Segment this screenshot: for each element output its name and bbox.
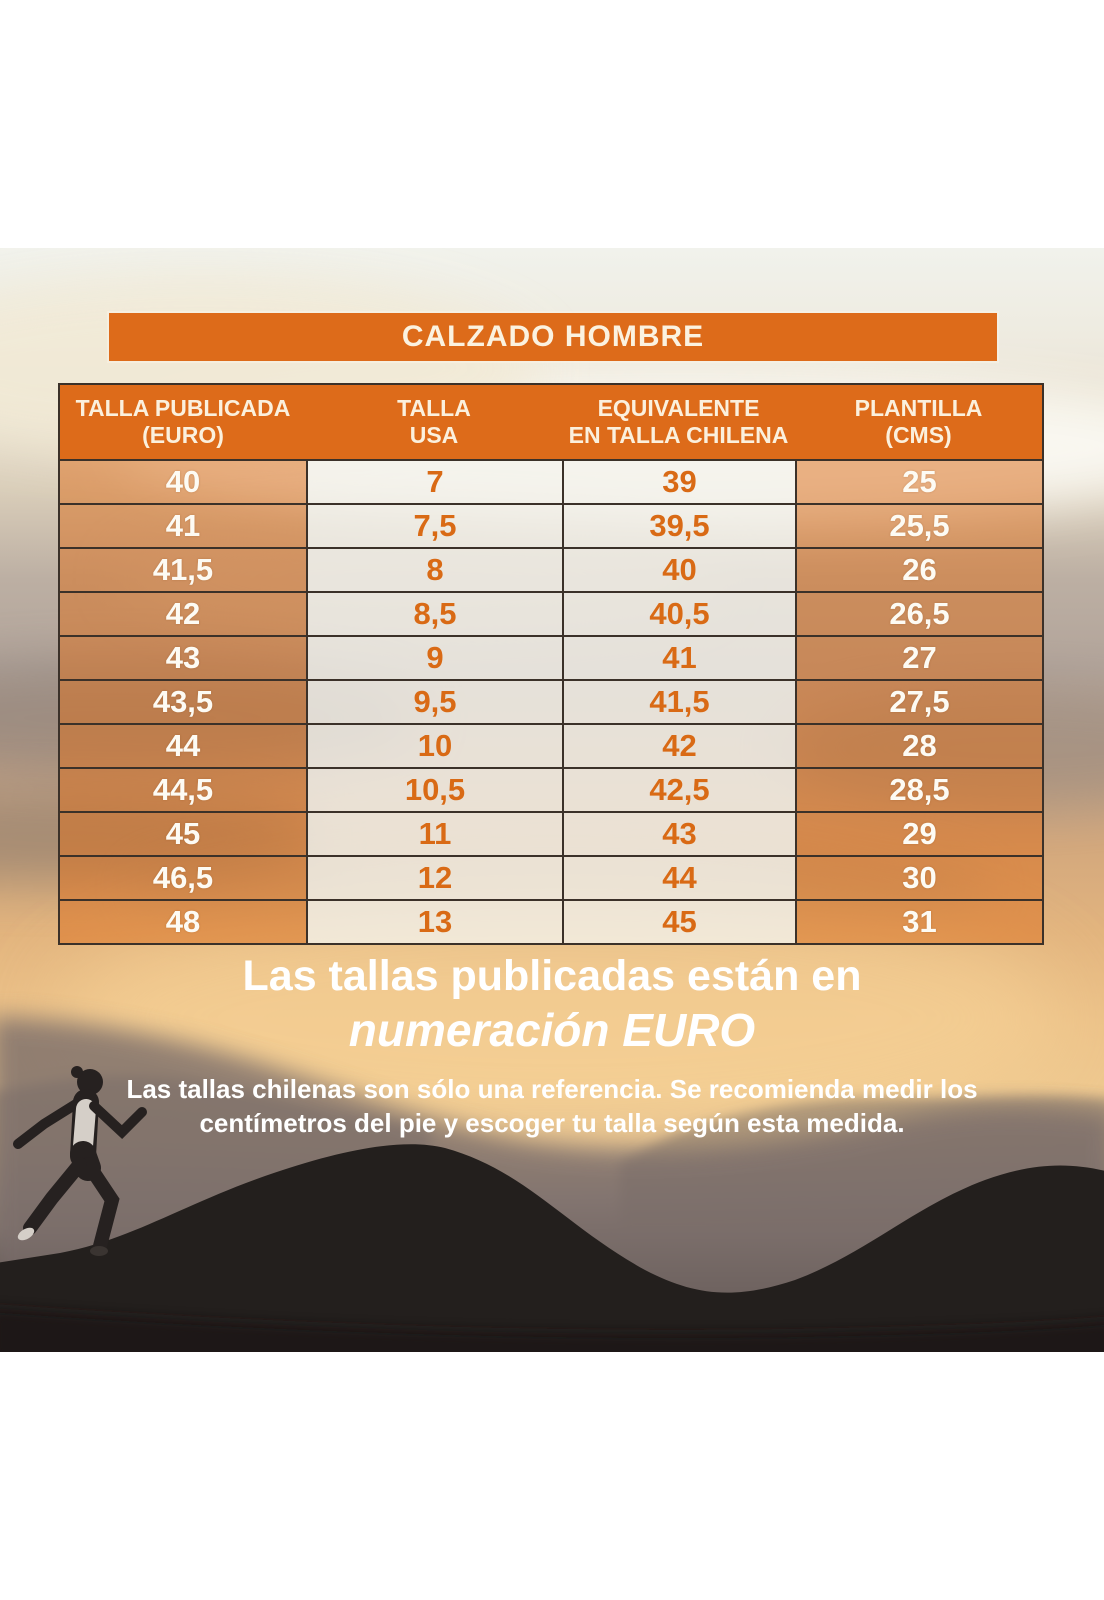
size-table [58,383,1044,945]
table-cell: 41 [60,503,306,547]
table-cell: 25 [795,459,1042,503]
table-cell: 43,5 [60,679,306,723]
notes-body-line2: centímetros del pie y escoger tu talla según esta medida. [199,1108,905,1138]
table-cell: 45 [562,899,795,943]
table-cell: 39,5 [562,503,795,547]
table-cell: 10 [306,723,562,767]
table-cell: 10,5 [306,767,562,811]
table-cell: 44 [562,855,795,899]
table-cell: 29 [795,811,1042,855]
notes-block [0,950,1104,1140]
column-header-euro: TALLA PUBLICADA (EURO) [60,385,306,459]
table-cell: 26 [795,547,1042,591]
table-cell: 41,5 [562,679,795,723]
size-chart-title-bar [109,313,997,361]
table-cell: 11 [306,811,562,855]
table-cell: 43 [562,811,795,855]
table-cell: 31 [795,899,1042,943]
notes-headline-line2: numeración EURO [348,1004,756,1056]
table-cell: 27,5 [795,679,1042,723]
table-cell: 42 [562,723,795,767]
table-cell: 8,5 [306,591,562,635]
table-cell: 41 [562,635,795,679]
table-cell: 28,5 [795,767,1042,811]
table-cell: 7 [306,459,562,503]
size-chart-title: CALZADO HOMBRE [401,320,705,353]
table-cell: 42,5 [562,767,795,811]
table-cell: 44 [60,723,306,767]
column-header-chilena: EQUIVALENTE EN TALLA CHILENA [562,385,795,459]
table-cell: 13 [306,899,562,943]
table-cell: 25,5 [795,503,1042,547]
table-cell: 9,5 [306,679,562,723]
table-cell: 40 [562,547,795,591]
table-cell: 48 [60,899,306,943]
table-cell: 30 [795,855,1042,899]
table-cell: 39 [562,459,795,503]
table-cell: 7,5 [306,503,562,547]
notes-headline-line1: Las tallas publicadas están en [242,952,862,1000]
table-cell: 27 [795,635,1042,679]
table-cell: 40 [60,459,306,503]
table-cell: 41,5 [60,547,306,591]
table-cell: 9 [306,635,562,679]
table-cell: 8 [306,547,562,591]
table-cell: 28 [795,723,1042,767]
table-cell: 26,5 [795,591,1042,635]
column-header-plantilla: PLANTILLA (CMS) [795,385,1042,459]
table-cell: 12 [306,855,562,899]
table-cell: 40,5 [562,591,795,635]
column-header-usa: TALLA USA [306,385,562,459]
table-cell: 45 [60,811,306,855]
table-cell: 44,5 [60,767,306,811]
notes-body-line1: Las tallas chilenas son sólo una referencia. Se recomienda medir los [126,1074,978,1104]
table-cell: 46,5 [60,855,306,899]
table-cell: 43 [60,635,306,679]
table-cell: 42 [60,591,306,635]
